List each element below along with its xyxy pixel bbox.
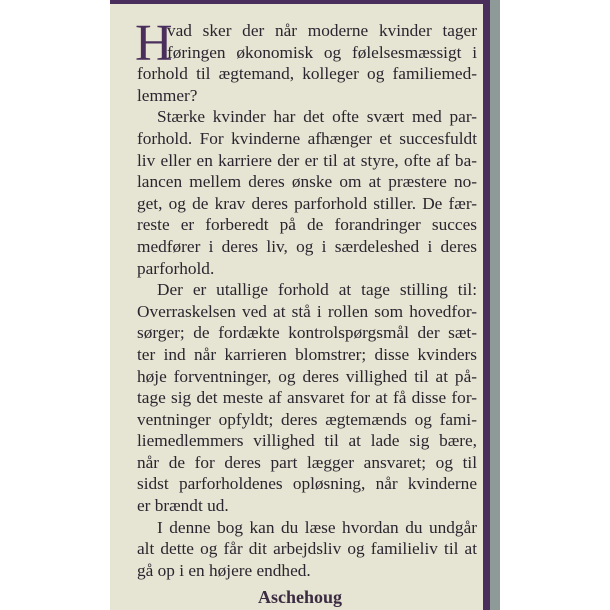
blurb-text: [135, 15, 477, 581]
text-line: gå op i en højere endhed.: [137, 560, 311, 580]
text-line: ventninger opfyldt; deres ægtemænds og fami-: [137, 409, 477, 429]
text-line: reste er forberedt på de forandringer succes: [137, 215, 477, 235]
text-line: sørger; de fordækte kontrolspørgsmål der sæt-: [137, 323, 477, 343]
text-line: liemedlemmers villighed til at lade sig bære,: [137, 431, 477, 451]
text-line: er brændt ud.: [137, 496, 229, 516]
drop-cap: H: [135, 15, 173, 72]
text-line: ter ind når karrieren blomstrer; disse kvinders: [137, 344, 477, 364]
text-line: forhold til ægtemand, kolleger og familiemed-: [137, 64, 477, 84]
text-line: sidst parforholdenes opløsning, når kvinderne: [137, 474, 477, 494]
text-line: get, og de krav deres parforhold stiller. De fær-: [137, 193, 477, 213]
text-line: når de for deres part lægger ansvaret; og til: [137, 452, 477, 472]
text-line: vad sker der når moderne kvinder tager: [167, 21, 477, 40]
text-line: lemmer?: [137, 85, 198, 105]
cover-page: [110, 0, 490, 610]
text-line: lancen mellem deres ønske om at præstere no-: [137, 172, 477, 192]
text-line: Der er utallige forhold at tage stilling til:: [157, 280, 477, 300]
text-line: Overraskelsen ved at stå i rollen som hovedfor-: [137, 301, 477, 321]
text-line: føringen økonomisk og følelsesmæssigt i: [167, 42, 477, 62]
text-line: høje forventninger, og deres villighed til at på-: [137, 366, 477, 386]
book-back-cover: [110, 0, 500, 610]
text-line: tage sig det meste af ansvaret for at få disse for-: [137, 388, 477, 408]
text-line: alt dette og får dit arbejdsliv og familieliv til at: [137, 539, 477, 559]
text-line: medfører i deres liv, og i særdeleshed i deres: [137, 236, 477, 256]
text-line: liv eller en karriere der er til at styre, ofte af ba-: [137, 150, 477, 170]
text-line: parforhold.: [137, 258, 215, 278]
publisher-name: Aschehoug: [257, 587, 342, 607]
text-line: I denne bog kan du læse hvordan du undgår: [157, 517, 477, 537]
text-line: Stærke kvinder har det ofte svært med par-: [157, 107, 477, 127]
text-line: forhold. For kvinderne afhænger et succesfuldt: [137, 128, 477, 148]
